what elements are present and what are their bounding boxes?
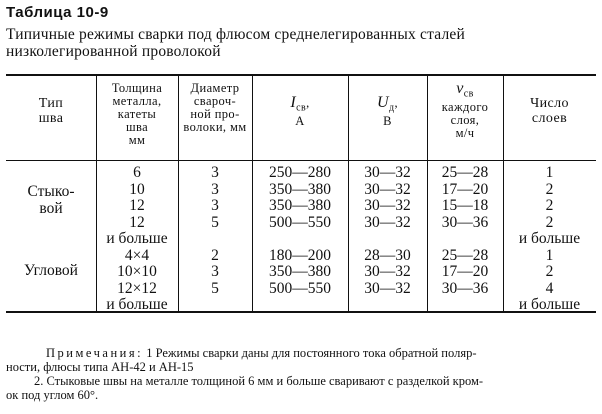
table-cell: 30—32 bbox=[364, 197, 411, 214]
table-cell: 4 bbox=[545, 279, 554, 297]
column-thickness bbox=[96, 165, 178, 314]
table-cell: и больше bbox=[106, 230, 168, 247]
table-cell: 2 bbox=[545, 197, 554, 214]
table-cell: 4×4 bbox=[124, 246, 150, 264]
table-cell: 30—32 bbox=[364, 279, 411, 297]
table-cell bbox=[427, 231, 503, 248]
table-cell: 250—280 bbox=[269, 164, 331, 181]
table-cell: 6 bbox=[133, 164, 141, 181]
column-diameter bbox=[178, 165, 252, 314]
table-cell: 12 bbox=[129, 197, 145, 214]
table-cell bbox=[348, 231, 427, 248]
table-cell: 2 bbox=[545, 213, 554, 231]
table-cell: 30—32 bbox=[364, 164, 411, 181]
table-title bbox=[6, 26, 596, 60]
note-1-text: 1 Режимы сварки даны для постоянного тока обратной поляр- bbox=[146, 346, 477, 360]
header-voltage: $U_д$, В bbox=[377, 94, 398, 128]
table-cell: 12×12 bbox=[117, 279, 157, 297]
note-2-continuation: ок под углом 60°. bbox=[6, 388, 99, 402]
table-cell: 1 bbox=[545, 246, 554, 264]
type-butt: Стыко- вой bbox=[27, 183, 75, 217]
table-cell: 12 bbox=[129, 213, 145, 231]
notes-label: Примечания: bbox=[46, 346, 144, 360]
header-thickness: Толщина металла, катеты шва мм bbox=[111, 81, 163, 147]
table-cell bbox=[427, 297, 503, 314]
table-cell: 3 bbox=[211, 263, 219, 280]
table-cell: 2 bbox=[545, 263, 554, 280]
table-cell: и больше bbox=[518, 230, 581, 247]
table-cell: 25—28 bbox=[441, 164, 489, 181]
header-current: $I_{св}$, А bbox=[290, 94, 310, 128]
table-cell: 30—36 bbox=[441, 279, 489, 297]
table-cell: 350—380 bbox=[269, 180, 331, 198]
table-cell: 30—32 bbox=[364, 213, 411, 231]
table-cell: 25—28 bbox=[441, 246, 489, 264]
table-cell: 2 bbox=[545, 180, 554, 198]
table-cell bbox=[348, 297, 427, 314]
table-cell: и больше bbox=[106, 296, 168, 313]
table-cell: 30—32 bbox=[364, 263, 411, 280]
table-cell: 500—550 bbox=[269, 213, 331, 231]
table-cell: 30—36 bbox=[441, 213, 489, 231]
title-line-1: Типичные режимы сварки под флюсом среднелегированных сталей bbox=[6, 26, 465, 43]
table-cell: 5 bbox=[211, 279, 219, 297]
header-diameter: Диаметр свароч- ной про- волоки, мм bbox=[183, 81, 247, 134]
table-cell: 10 bbox=[129, 180, 145, 198]
table-cell bbox=[178, 297, 252, 314]
table-cell: 28—30 bbox=[364, 246, 411, 264]
table-cell: 17—20 bbox=[441, 263, 489, 280]
header-speed: $v_{св}$ каждого слоя, м/ч bbox=[441, 80, 489, 140]
table-cell bbox=[178, 231, 252, 248]
header-separator-rule bbox=[6, 160, 596, 161]
table-cell: 10×10 bbox=[117, 263, 157, 280]
column-voltage bbox=[348, 165, 427, 314]
table-cell: 350—380 bbox=[269, 197, 331, 214]
table-cell: и больше bbox=[518, 296, 581, 313]
table-caption: Таблица 10-9 bbox=[6, 4, 109, 21]
table-cell bbox=[252, 231, 348, 248]
table-cell: 30—32 bbox=[364, 180, 411, 198]
table-cell: 500—550 bbox=[269, 279, 331, 297]
table-cell: 1 bbox=[545, 164, 554, 181]
title-line-2: низколегированной проволокой bbox=[6, 43, 221, 60]
column-speed bbox=[427, 165, 503, 314]
table-cell: 3 bbox=[211, 180, 219, 198]
column-layers bbox=[503, 165, 596, 314]
column-current bbox=[252, 165, 348, 314]
table-notes bbox=[6, 346, 598, 402]
table-cell: 3 bbox=[211, 197, 219, 214]
table-top-rule bbox=[6, 74, 596, 76]
table-cell: 3 bbox=[211, 164, 219, 181]
table-cell: 15—18 bbox=[441, 197, 489, 214]
header-type: Тип шва bbox=[38, 96, 64, 126]
table-cell: 350—380 bbox=[269, 263, 331, 280]
table-cell: 5 bbox=[211, 213, 219, 231]
table-cell bbox=[252, 297, 348, 314]
header-layers: Число слоев bbox=[530, 96, 569, 126]
table-cell: 180—200 bbox=[269, 246, 331, 264]
note-2-text: 2. Стыковые швы на металле толщиной 6 мм и больше сваривают с разделкой кром- bbox=[34, 374, 484, 388]
table-cell: 17—20 bbox=[441, 180, 489, 198]
table-cell: 2 bbox=[211, 246, 219, 264]
type-fillet: Угловой bbox=[24, 262, 78, 279]
note-1-continuation: ности, флюсы типа АН-42 и АН-15 bbox=[6, 360, 194, 374]
